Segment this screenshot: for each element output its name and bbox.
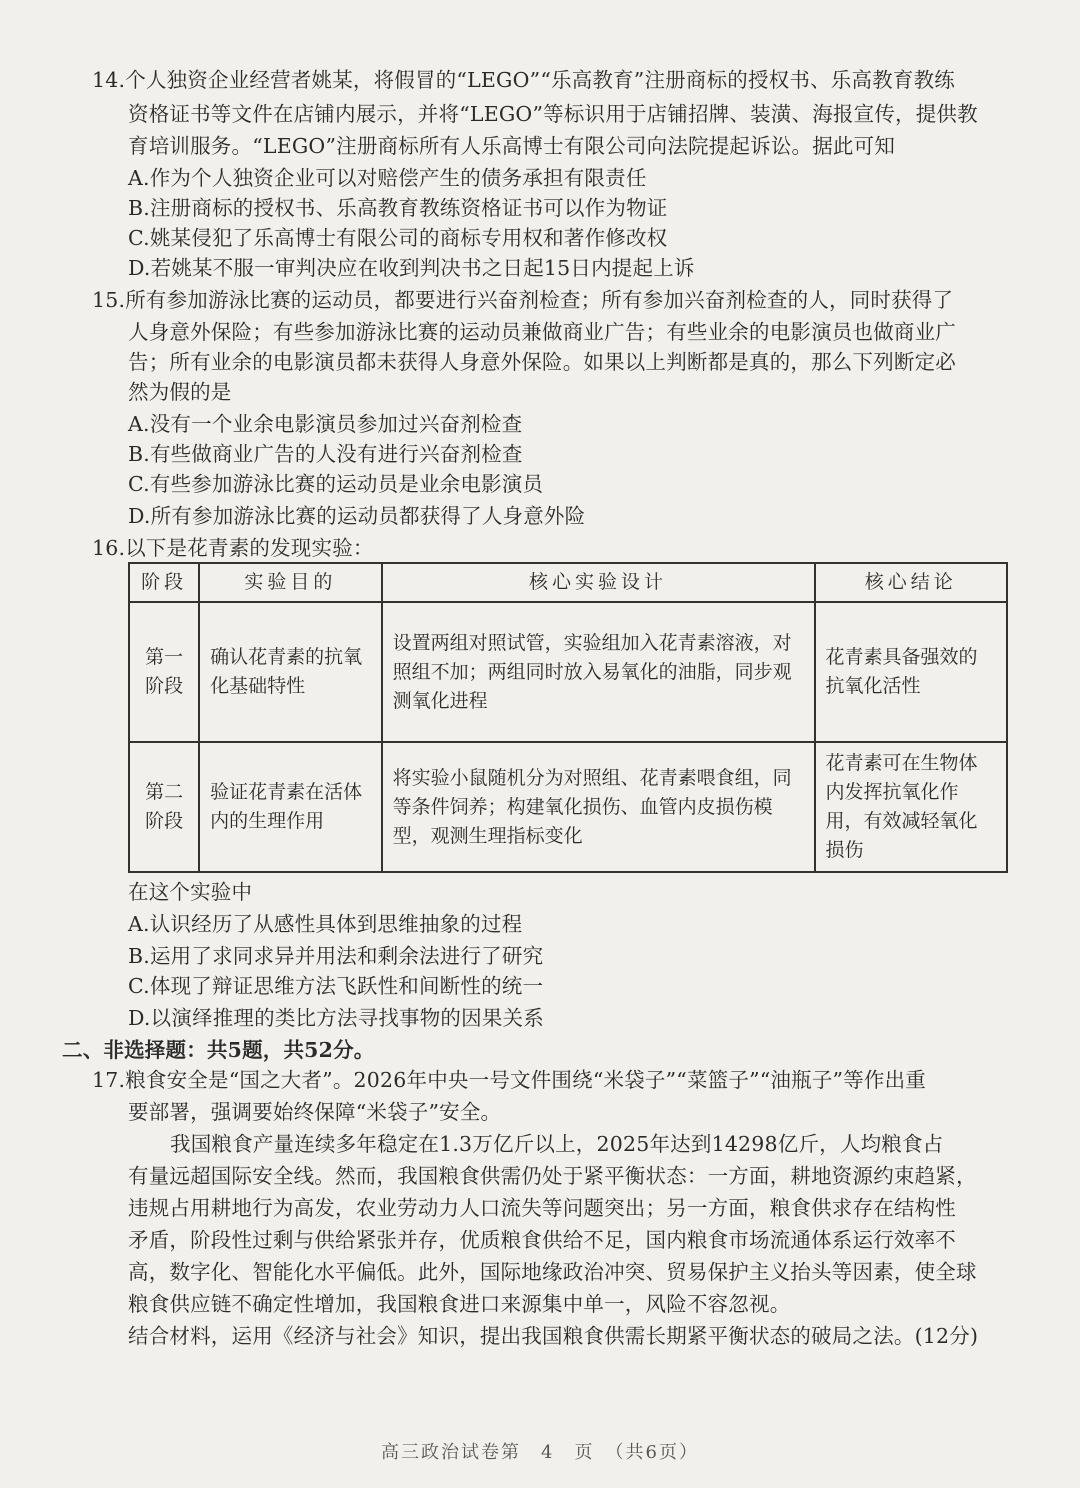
q17-para-line-6: 粮食供应链不确定性增加，我国粮食进口来源集中单一，风险不容忽视。: [128, 1292, 791, 1316]
header-design: 核心实验设计: [382, 563, 815, 602]
page-footer: 高三政治试卷第 4 页 （共6页）: [381, 1442, 699, 1463]
q16-stem: 在这个实验中: [128, 880, 253, 904]
row2-conclusion: 花青素可在生物体内发挥抗氧化作用，有效减轻氧化损伤: [815, 742, 1007, 872]
q14-line-1: 14.个人独资企业经营者姚某，将假冒的“LEGO”“乐高教育”注册商标的授权书、乐高教育教练: [92, 68, 955, 92]
section-heading: 二、非选择题：共5题，共52分。: [62, 1038, 375, 1062]
q15-line-1: 15.所有参加游泳比赛的运动员，都要进行兴奋剂检查；所有参加兴奋剂检查的人，同时获得了: [92, 288, 954, 312]
experiment-table: [128, 562, 1008, 873]
table-row: [129, 602, 1007, 742]
q15-option-d: D.所有参加游泳比赛的运动员都获得了人身意外险: [128, 504, 586, 528]
row2-stage: 第二阶段: [129, 742, 199, 872]
q15-line-4: 然为假的是: [128, 380, 232, 404]
table-row: [129, 742, 1007, 872]
q17-line-2: 要部署，强调要始终保障“米袋子”安全。: [128, 1100, 502, 1124]
q17-para-line-1: 我国粮食产量连续多年稳定在1.3万亿斤以上，2025年达到14298亿斤，人均粮食占: [170, 1132, 944, 1156]
q16-option-d: D.以演绎推理的类比方法寻找事物的因果关系: [128, 1006, 544, 1030]
q14-line-3: 育培训服务。“LEGO”注册商标所有人乐高博士有限公司向法院提起诉讼。据此可知: [128, 134, 896, 158]
row2-design: 将实验小鼠随机分为对照组、花青素喂食组，同等条件饲养；构建氧化损伤、血管内皮损伤模型，观测生理指标变化: [382, 742, 815, 872]
q14-option-b: B.注册商标的授权书、乐高教育教练资格证书可以作为物证: [128, 196, 668, 220]
q17-para-line-5: 高，数字化、智能化水平偏低。此外，国际地缘政治冲突、贸易保护主义抬头等因素，使全球: [128, 1260, 977, 1284]
q17-line-1: 17.粮食安全是“国之大者”。2026年中央一号文件围绕“米袋子”“菜篮子”“油瓶子”等作出重: [92, 1068, 927, 1092]
q15-line-2: 人身意外保险；有些参加游泳比赛的运动员兼做商业广告；有些业余的电影演员也做商业广: [128, 320, 956, 344]
q14-option-c: C.姚某侵犯了乐高博士有限公司的商标专用权和著作修改权: [128, 226, 668, 250]
row2-purpose: 验证花青素在活体内的生理作用: [199, 742, 381, 872]
row1-conclusion: 花青素具备强效的抗氧化活性: [815, 602, 1007, 742]
q15-option-a: A.没有一个业余电影演员参加过兴奋剂检查: [128, 412, 523, 436]
q14-option-d: D.若姚某不服一审判决应在收到判决书之日起15日内提起上诉: [128, 256, 695, 280]
header-purpose: 实验目的: [199, 563, 381, 602]
q14-line-2: 资格证书等文件在店铺内展示，并将“LEGO”等标识用于店铺招牌、装潢、海报宣传，提供教: [128, 102, 978, 126]
header-conclusion: 核心结论: [815, 563, 1007, 602]
row1-stage: 第一阶段: [129, 602, 199, 742]
q16-option-a: A.认识经历了从感性具体到思维抽象的过程: [128, 912, 523, 936]
q15-option-b: B.有些做商业广告的人没有进行兴奋剂检查: [128, 442, 523, 466]
q16-option-b: B.运用了求同求异并用法和剩余法进行了研究: [128, 944, 544, 968]
q16-intro: 16.以下是花青素的发现实验：: [92, 536, 374, 560]
q17-para-line-3: 违规占用耕地行为高发，农业劳动力人口流失等问题突出；另一方面，粮食供求存在结构性: [128, 1196, 956, 1220]
row1-purpose: 确认花青素的抗氧化基础特性: [199, 602, 381, 742]
table-header-row: [129, 563, 1007, 602]
q15-option-c: C.有些参加游泳比赛的运动员是业余电影演员: [128, 472, 544, 496]
q16-option-c: C.体现了辩证思维方法飞跃性和间断性的统一: [128, 974, 544, 998]
q14-option-a: A.作为个人独资企业可以对赔偿产生的债务承担有限责任: [128, 166, 647, 190]
q17-para-line-2: 有量远超国际安全线。然而，我国粮食供需仍处于紧平衡状态：一方面，耕地资源约束趋紧，: [128, 1164, 977, 1188]
q15-line-3: 告；所有业余的电影演员都未获得人身意外保险。如果以上判断都是真的，那么下列断定必: [128, 350, 956, 374]
q17-para-line-4: 矛盾，阶段性过剩与供给紧张并存，优质粮食供给不足，国内粮食市场流通体系运行效率不: [128, 1228, 956, 1252]
header-stage: 阶段: [129, 563, 199, 602]
q17-task: 结合材料，运用《经济与社会》知识，提出我国粮食供需长期紧平衡状态的破局之法。(12分): [128, 1324, 979, 1348]
row1-design: 设置两组对照试管，实验组加入花青素溶液，对照组不加；两组同时放入易氧化的油脂，同步观测氧化进程: [382, 602, 815, 742]
